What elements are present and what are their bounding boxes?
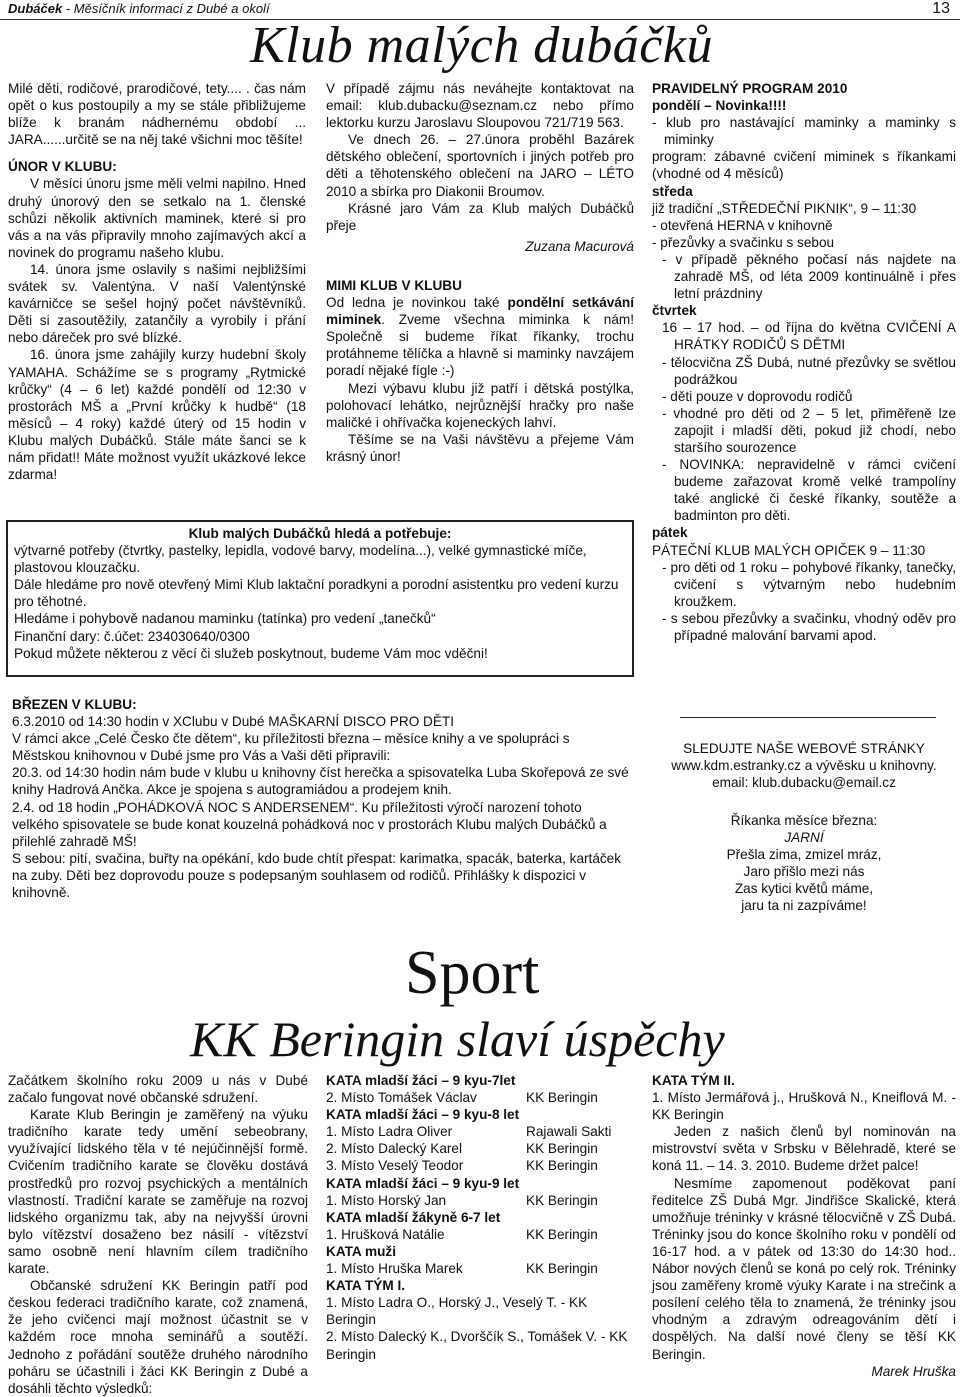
result-heading: KATA mladší žáci – 9 kyu-7let bbox=[326, 1073, 516, 1088]
program-wednesday-item: - otevřená HERNA v knihovně bbox=[652, 217, 833, 233]
sport-column-1 bbox=[8, 1072, 308, 1397]
follow-line: www.kdm.estranky.cz a vývěsku u knihovny. bbox=[671, 758, 937, 774]
column-separator bbox=[680, 717, 936, 718]
result-heading: KATA TÝM I. bbox=[326, 1278, 406, 1294]
result-place: 1. Hrušková Natálie bbox=[326, 1226, 445, 1242]
needs-line: Pokud můžete některou z věcí či služeb poskytnout, budeme Vám moc vděčni! bbox=[14, 645, 488, 661]
sport-results bbox=[326, 1072, 634, 1363]
result-place: 2. Místo Tomášek Václav bbox=[326, 1090, 477, 1106]
march-line: V rámci akce „Celé Česko čte dětem“, ku příležitosti března – měsíce knihy a ve spolupráci s Městskou knihovnou v Dubé jsme pro Vás a Vaši děti připravili: bbox=[12, 731, 570, 764]
march-line: 20.3. od 14:30 hodin nám bude v klubu u knihovny číst herečka a spisovatelka Luba Skořepová ze své knihy Hadrová Ančka. Akce je spojena s autogramiádou a prodejem knih. bbox=[12, 765, 629, 798]
program-wednesday-item: - v případě pěkného počasí nás najdete na zahradě MŠ, od léta 2009 kontinuálně i přes letní prázdniny bbox=[662, 251, 956, 302]
result-club: Rajawali Sakti bbox=[526, 1124, 612, 1140]
result-club: KK Beringin bbox=[526, 1090, 598, 1106]
result-row bbox=[326, 1140, 634, 1157]
result-row bbox=[326, 1260, 634, 1277]
sport-section-title: Sport bbox=[405, 939, 540, 1007]
follow-block bbox=[652, 740, 956, 791]
result-place: 1. Místo Ladra Oliver bbox=[326, 1124, 453, 1140]
mimi-text-b: pondělní setkávání miminek bbox=[326, 295, 634, 328]
program-thursday-item: - NOVINKA: nepravidelně v rámci cvičení budeme zařazovat kromě velké trampolíny také anglické či české říkanky, soutěže a badminton pro děti. bbox=[662, 457, 956, 524]
result-row bbox=[326, 1123, 634, 1140]
march-block bbox=[12, 696, 630, 901]
result-heading: KATA mladší žákyně 6-7 let bbox=[326, 1209, 501, 1225]
needs-line: Hledáme i pohybově nadanou maminku (tatínka) pro vedení „tanečků“ bbox=[14, 611, 436, 627]
sport-paragraph: Jeden z našich členů byl nominován na mistrovství světa v Srbsku v Bělehradě, které se koná 11. – 14. 3. 2010. Budeme držet palce! bbox=[652, 1124, 956, 1174]
poem-line: Zas kytici květů máme, bbox=[734, 881, 874, 897]
result-club: KK Beringin bbox=[526, 1261, 598, 1277]
program-thursday-item: - tělocvična ZŠ Dubá, nutné přezůvky se světlou podrážkou bbox=[662, 354, 956, 387]
program-wednesday-item: již tradiční „STŘEDEČNÍ PIKNIK“, 9 – 11:30 bbox=[652, 200, 917, 216]
sport-article-title: KK Beringin slaví úspěchy bbox=[190, 1011, 725, 1067]
club-column-1 bbox=[8, 80, 306, 483]
result-club: KK Beringin bbox=[526, 1226, 598, 1242]
needs-box bbox=[6, 520, 634, 677]
march-heading: BŘEZEN V KLUBU: bbox=[12, 697, 137, 712]
greeting-paragraph: Krásné jaro Vám za Klub malých Dubáčků přeje bbox=[326, 200, 634, 233]
program-friday: pátek bbox=[652, 525, 688, 541]
result-row bbox=[326, 1157, 634, 1174]
needs-heading: Klub malých Dubáčků hledá a potřebuje: bbox=[188, 526, 452, 541]
result-heading: KATA muži bbox=[326, 1243, 396, 1259]
march-line: 6.3.2010 od 14:30 hodin v XClubu v Dubé MAŠKARNÍ DISCO PRO DĚTI bbox=[12, 714, 455, 730]
sport-paragraph: Začátkem školního roku 2009 u nás v Dubé začalo fungovat nové občanské sdružení. bbox=[8, 1073, 308, 1106]
program-heading: PRAVIDELNÝ PROGRAM 2010 bbox=[652, 81, 848, 96]
follow-line: email: klub.dubacku@email.cz bbox=[712, 775, 896, 791]
program-wednesday: středa bbox=[652, 183, 693, 199]
program-monday: pondělí – Novinka!!!! bbox=[652, 98, 787, 114]
sport-signature: Marek Hruška bbox=[871, 1363, 956, 1379]
march-line: 2.4. od 18 hodin „POHÁDKOVÁ NOC S ANDERSENEM“. Ku příležitosti výročí narození tohoto velkého spisovatele se bude konat kouzelná pohádková noc v prostorách Klubu malých Dubáčků a přilehlé zahradě MŠ! bbox=[12, 799, 607, 849]
follow-line: SLEDUJTE NAŠE WEBOVÉ STRÁNKY bbox=[683, 741, 925, 756]
result-row bbox=[326, 1089, 634, 1106]
unor-heading: ÚNOR V KLUBU: bbox=[8, 159, 117, 175]
poem-intro: Říkanka měsíce března: bbox=[730, 813, 878, 828]
sport-paragraph: Karate Klub Beringin je zaměřený na výuku tradičního karate tedy umění sebeobrany, využívající lidského těla v té nejúčinnější formě. Cvičením tradičního karate se člověku dostává prostředků pro rozvoj psychických a mentálních vlastností. Tradiční karate se zaměřuje na rozvoj lidského organizmu tak, aby na nejvyšší úrovni bylo vítězství dosaženo bez násilí - vítězství samo osobně není hlavním cílem tradičního karate. bbox=[8, 1107, 308, 1277]
result-line: 1. Místo Ladra O., Horský J., Veselý T. - KK Beringin bbox=[326, 1295, 588, 1328]
program-thursday-item: - děti pouze v doprovodu rodičů bbox=[662, 388, 853, 404]
club-column-2 bbox=[326, 80, 634, 465]
needs-line: výtvarné potřeby (čtvrtky, pastelky, lepidla, vodové barvy, modelína...), velké gymnastické míče, plastovou klouzačku. bbox=[14, 543, 587, 576]
club-signature: Zuzana Macurová bbox=[525, 238, 634, 254]
publication-subtitle: - Měsíčník informací z Dubé a okolí bbox=[62, 1, 270, 16]
result-club: KK Beringin bbox=[526, 1158, 598, 1174]
unor-paragraph-2: 14. února jsme oslavily s našimi nejbližšími svátek sv. Valentýna. V naší Valentýnské kavárničce se sešel hojný počet návštěvníků. Děti si zasoutěžily, zatančily a vyrobily i přání nebo dáreček pro své blízké. bbox=[8, 261, 306, 346]
mimi-paragraph-2: Mezi výbavu klubu již patří i dětská postýlka, polohovací lehátko, nejrůznější hračky pro naše maličké i ohřívačka kojeneckých lahví. bbox=[326, 380, 634, 430]
sport-column-3 bbox=[652, 1072, 956, 1380]
kata-team-2-result: 1. Místo Jermářová j., Hrušková N., Kneiflová M. - KK Beringin bbox=[652, 1090, 956, 1123]
club-title: Klub malých dubáčků bbox=[250, 17, 713, 74]
program-friday-item: PÁTEČNÍ KLUB MALÝCH OPIČEK 9 – 11:30 bbox=[652, 542, 926, 558]
club-intro: Milé děti, rodičové, prarodičové, tety.... . čas nám opět o kus postoupily a my se stále přibližujeme blíže k branám nádhernému období ... JARA......určitě se na něj také všichni moc těšíte! bbox=[8, 81, 306, 148]
sport-paragraph: Občanské sdružení KK Beringin patří pod českou federaci tradičního karate, což znamená, že jeho cvičenci mají možnost účastnit se v každém roce mnoha seminářů a soutěží. Jednoho z pořádání soutěže druhého národního poháru se účastnili i žáci KK Beringin z Dubé a dosáhli těchto výsledků: bbox=[8, 1278, 308, 1396]
result-club: KK Beringin bbox=[526, 1141, 598, 1157]
unor-paragraph-1: V měsíci únoru jsme měli velmi napilno. Hned druhý únorový den se setkalo na 1. členské schůzi několik aktivních maminek, které si pro vás a na vás připravily mnoho zajímavých akcí a novinek do programu našeho klubu. bbox=[8, 176, 306, 260]
publication-name: Dubáček bbox=[8, 1, 63, 16]
mimi-heading: MIMI KLUB V KLUBU bbox=[326, 277, 462, 293]
result-row bbox=[326, 1192, 634, 1209]
result-place: 1. Místo Horský Jan bbox=[326, 1192, 447, 1208]
unor-paragraph-3: 16. února jsme zahájily kurzy hudební školy YAMAHA. Schážíme se s programy „Rytmické krůčky“ (4 – 6 let) každé pondělí od 12:30 v prostorách MŠ a „První krůčky k hudbě“ (18 měsíců – 4 roky) každé úterý od 15 hodin v Klubu malých Dubáčků. Stále máte šanci se k nám přidat!! Máte možnost využít ukázkové lekce zdarma! bbox=[8, 347, 306, 483]
poem-line: Přešla zima, zmizel mráz, bbox=[726, 847, 882, 863]
result-heading: KATA mladší žáci – 9 kyu-9 let bbox=[326, 1175, 520, 1191]
program-monday-item: - klub pro nastávající maminky a maminky s miminky bbox=[652, 115, 956, 148]
mimi-paragraph-1 bbox=[326, 294, 634, 379]
bazar-paragraph: Ve dnech 26. – 27.února proběhl Bazárek dětského oblečení, sportovních i jiných potřeb pro děti a těhotenského oblečení na JARO – LÉTO 2010 a sbírka pro Diakonii Broumov. bbox=[326, 132, 634, 199]
program-wednesday-item: - přezůvky a svačinku s sebou bbox=[652, 234, 835, 250]
result-place: 3. Místo Veselý Teodor bbox=[326, 1158, 464, 1174]
result-place: 2. Místo Dalecký Karel bbox=[326, 1141, 462, 1157]
program-monday-item: program: zábavné cvičení miminek s říkankami (vhodné od 4 měsíců) bbox=[652, 149, 956, 182]
program-friday-item: - s sebou přezůvky a svačinku, vhodný oděv pro případné malování barvami apod. bbox=[662, 610, 956, 643]
needs-line: Finanční dary: č.účet: 234030640/0300 bbox=[14, 628, 250, 644]
running-header bbox=[8, 0, 270, 17]
program-thursday-item: - vhodné pro děti od 2 – 5 let, přiměřeně lze zapojit i mladší děti, pokud již chodí, nebo staršího sourozence bbox=[662, 405, 956, 455]
kata-team-2-heading: KATA TÝM II. bbox=[652, 1073, 735, 1088]
poem-line: jaru ta ni zazpíváme! bbox=[741, 898, 867, 914]
poem-title: JARNÍ bbox=[784, 830, 824, 846]
program-thursday-item: 16 – 17 hod. – od října do května CVIČENÍ A HRÁTKY RODIČŮ S DĚTMI bbox=[662, 320, 956, 353]
result-club: KK Beringin bbox=[526, 1192, 598, 1208]
club-column-3 bbox=[652, 80, 956, 644]
contact-paragraph: V případě zájmu nás neváhejte kontaktovat na email: klub.dubacku@seznam.cz nebo přímo lektorku kurzu Jaroslavu Sloupovou 721/719 563. bbox=[326, 81, 634, 131]
needs-line: Dále hledáme pro nově otevřený Mimi Klub laktační poradkyni a porodní asistentku pro vedení kurzu pro těhotné. bbox=[14, 577, 619, 610]
program-friday-item: - pro děti od 1 roku – pohybové říkanky, tanečky, cvičení s výtvarným nebo hudebním kroužkem. bbox=[662, 559, 956, 609]
result-row bbox=[326, 1226, 634, 1243]
result-place: 1. Místo Hruška Marek bbox=[326, 1261, 463, 1277]
mimi-text-c: . Zveme všechna miminka k nám! Společně si budeme říkat říkanky, trochu protáhneme tělíčka a hlavně si maminky navzájem poradí nějaké fígle :-) bbox=[326, 312, 634, 379]
program-thursday: čtvrtek bbox=[652, 303, 697, 319]
page-number: 13 bbox=[932, 0, 950, 17]
poem-block bbox=[652, 812, 956, 915]
mimi-text-a: Od ledna je novinkou také bbox=[326, 295, 508, 311]
result-heading: KATA mladší žáci – 9 kyu-8 let bbox=[326, 1107, 520, 1123]
march-line: S sebou: pití, svačina, buřty na opékání, kdo bude chtít přespat: karimatka, spacák, baterka, kartáček na zuby. Děti bez doprovodu pouze s podepsaným souhlasem od rodičů. Přihlášky k dispozici v knihovně. bbox=[12, 850, 622, 901]
sport-paragraph: Nesmíme zapomenout poděkovat paní ředitelce ZŠ Dubá Mgr. Jindřišce Skalické, která umožňuje tréninky v krásné tělocvičně v ZŠ Dubá. Tréninky jsou do konce školního roku v pondělí od 16-17 hod. a v pátek od 13:30 do 14:30 hod.. Nábor nových členů se koná po celý rok. Tréninky jsou zaměřeny kromě výuky Karate i na strečink a posílení celého těla to znamená, že tréninky jsou vhodným a zdravým odreagováním dětí i dospělých. Na další nové členy se těší KK Beringin. bbox=[652, 1175, 956, 1362]
mimi-paragraph-3: Těšíme se na Vaši návštěvu a přejeme Vám krásný únor! bbox=[326, 431, 634, 464]
result-line: 2. Místo Dalecký K., Dvorščík S., Tomášek V. - KK Beringin bbox=[326, 1329, 628, 1362]
poem-line: Jaro přišlo mezi nás bbox=[743, 864, 865, 880]
